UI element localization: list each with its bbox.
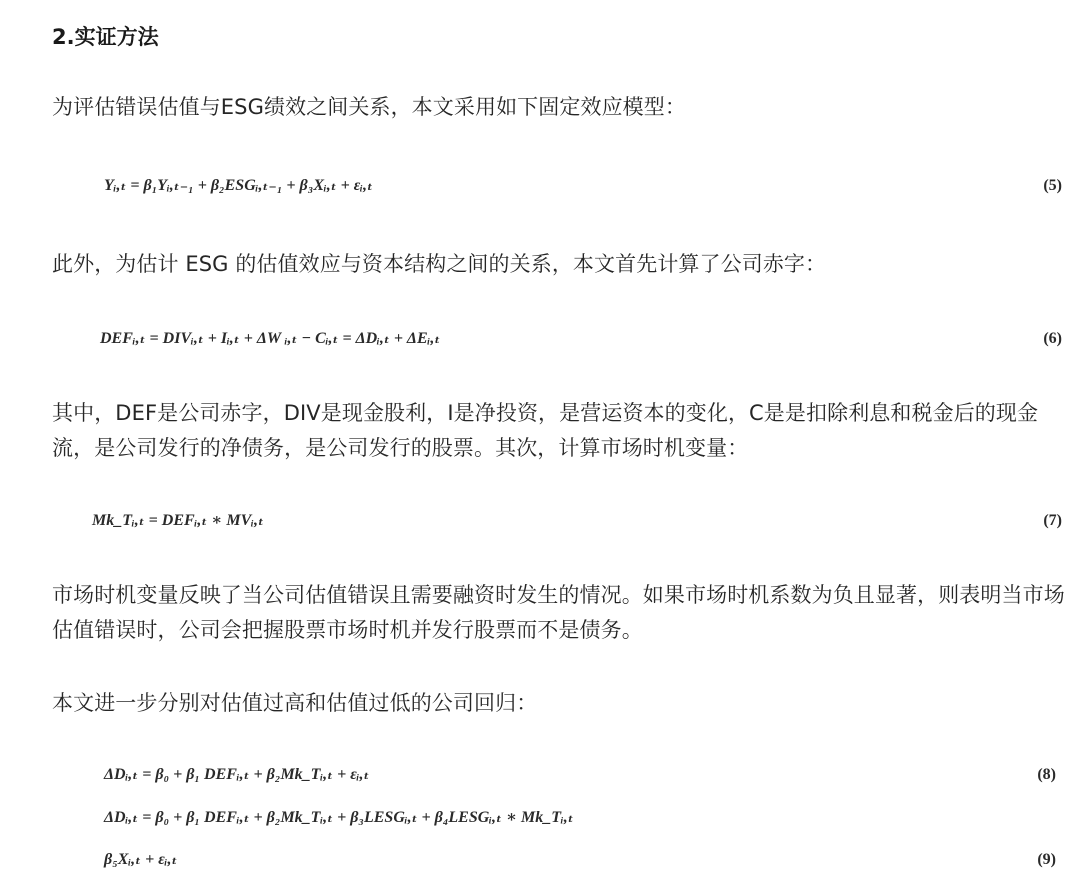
paragraph-regression: 本文进一步分别对估值过高和估值过低的公司回归：	[52, 691, 538, 715]
paragraph-definitions: 其中，DEF是公司赤字，DIV是现金股利，I是净投资，是营运资本的变化，C是是扣除利息和税金后的现金流，是公司发行的净债务，是公司发行的股票。其次，计算市场时机变量：	[52, 401, 1039, 460]
equation-7-row	[0, 506, 1076, 536]
equation-9-number: (9)	[1037, 851, 1056, 868]
paragraph-market-timing: 市场时机变量反映了当公司估值错误且需要融资时发生的情况。如果市场时机系数为负且显著，则表明当市场估值错误时，公司会把握股票市场时机并发行股票而不是债务。	[52, 583, 1065, 642]
section-heading: 2.实证方法	[52, 25, 159, 49]
equation-5-row	[0, 171, 1076, 201]
equation-9-line1: ΔDᵢ,ₜ = β₀ + β₁ DEFᵢ,ₜ + β₂Mk_Tᵢ,ₜ + β₃LESGᵢ,ₜ + β₄LESGᵢ,ₜ ∗ Mk_Tᵢ,ₜ	[104, 809, 574, 826]
equation-8-row	[0, 760, 1076, 790]
paragraph-deficit: 此外，为估计 ESG 的估值效应与资本结构之间的关系，本文首先计算了公司赤字：	[52, 252, 827, 276]
equation-8-number: (8)	[1037, 766, 1056, 783]
equation-6-number: (6)	[1043, 330, 1062, 347]
paragraph-intro: 为评估错误估值与ESG绩效之间关系，本文采用如下固定效应模型：	[52, 95, 686, 119]
equation-9-line1-row	[0, 803, 1076, 833]
equation-5: Yᵢ,ₜ = β₁Yᵢ,ₜ₋₁ + β₂ESGᵢ,ₜ₋₁ + β₃Xᵢ,ₜ + εᵢ,ₜ	[104, 177, 373, 194]
equation-6: DEFᵢ,ₜ = DIVᵢ,ₜ + Iᵢ,ₜ + ΔW ᵢ,ₜ − Cᵢ,ₜ = ΔDᵢ,ₜ + ΔEᵢ,ₜ	[100, 330, 441, 347]
equation-5-number: (5)	[1043, 177, 1062, 194]
equation-9-line2: β₅Xᵢ,ₜ + εᵢ,ₜ	[104, 851, 178, 868]
equation-8: ΔDᵢ,ₜ = β₀ + β₁ DEFᵢ,ₜ + β₂Mk_Tᵢ,ₜ + εᵢ,ₜ	[104, 766, 370, 783]
equation-7: Mk_Tᵢ,ₜ = DEFᵢ,ₜ ∗ MVᵢ,ₜ	[92, 512, 264, 529]
equation-7-number: (7)	[1043, 512, 1062, 529]
equation-6-row	[0, 324, 1076, 354]
equation-9-line2-row	[0, 845, 1076, 875]
